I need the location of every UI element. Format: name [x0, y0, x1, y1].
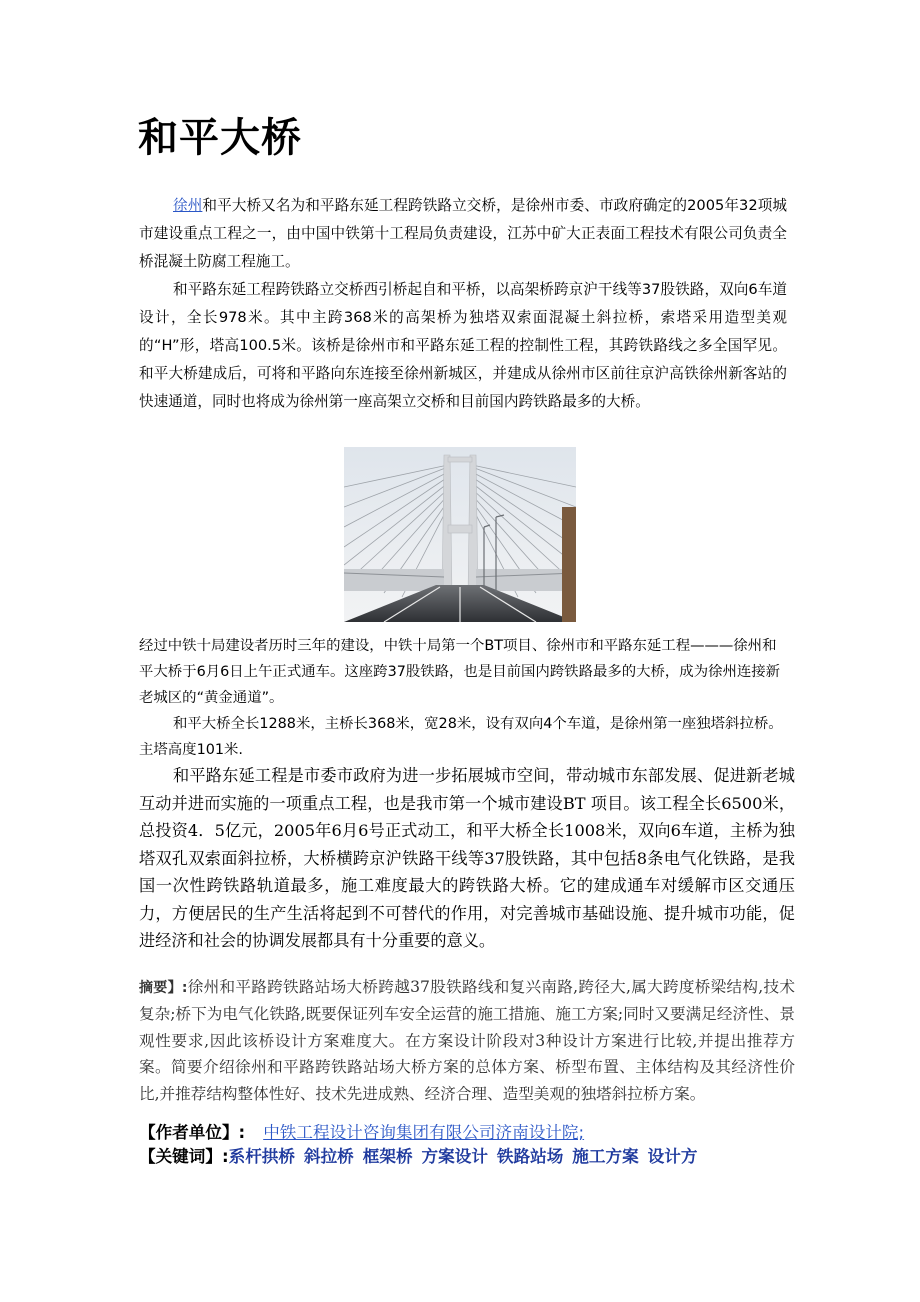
page-title: 和平大桥 — [138, 115, 302, 161]
author-unit-row — [139, 1120, 584, 1146]
bridge-photo — [344, 447, 576, 622]
xuzhou-link[interactable]: 徐州 — [173, 197, 203, 214]
keyword-link[interactable]: 铁路站场 — [496, 1147, 564, 1166]
keyword-link[interactable]: 框架桥 — [362, 1147, 413, 1166]
abstract-paragraph — [139, 974, 795, 1107]
photo-railing-right — [476, 569, 576, 591]
opening-paragraph: 经过中铁十局建设者历时三年的建设，中铁十局第一个BT项目、徐州市和平路东延工程———徐州和平大桥于6月6日上午正式通车。这座跨37股铁路，也是目前国内跨铁路最多的大桥，成为徐州连接新老城区的“黄金通道”。 — [139, 638, 781, 706]
abstract-label: 摘要】: — [139, 980, 188, 996]
keyword-link[interactable]: 施工方案 — [572, 1147, 639, 1166]
keyword-link[interactable]: 系杆拱桥 — [228, 1147, 295, 1166]
intro-paragraph-1-text: 和平大桥又名为和平路东延工程跨铁路立交桥，是徐州市委、市政府确定的2005年32项城市建设重点工程之一，由中国中铁第十工程局负责建设，江苏中矿大正表面工程技术有限公司负责全桥混凝土防腐工程施工。 — [139, 197, 787, 270]
abstract-text: 徐州和平路跨铁路站场大桥跨越37股铁路线和复兴南路,跨径大,属大跨度桥梁结构,技术复杂;桥下为电气化铁路,既要保证列车安全运营的施工措施、施工方案;同时又要满足经济性、景观性要求,因此该桥设计方案难度大。在方案设计阶段对3种设计方案进行比较,并提出推荐方案。简要介绍徐州和平路跨铁路站场大桥方案的总体方案、桥型布置、主体结构及其经济性价比,并推荐结构整体性好、技术先进成熟、经济合理、造型美观的独塔斜拉桥方案。 — [139, 978, 795, 1103]
keyword-link[interactable]: 设计方 — [647, 1147, 698, 1166]
keywords-label: 【关键词】: — [139, 1147, 229, 1166]
author-unit-link[interactable]: 中铁工程设计咨询集团有限公司济南设计院; — [263, 1123, 585, 1142]
intro-paragraph-2: 和平路东延工程跨铁路立交桥西引桥起自和平桥，以高架桥跨京沪干线等37股铁路，双向6车道设计，全长978米。其中主跨368米的高架桥为独塔双索面混凝土斜拉桥，索塔采用造型美观的“H”形，塔高100.5米。该桥是徐州市和平路东延工程的控制性工程，其跨铁路线之多全国罕见。和平大桥建成后，可将和平路向东连接至徐州新城区，并建成从徐州市区前往京沪高铁徐州新客站的快速通道，同时也将成为徐州第一座高架立交桥和目前国内跨铁路最多的大桥。 — [139, 281, 787, 410]
author-unit-label: 【作者单位】: — [139, 1123, 246, 1142]
intro-paragraph-1 — [139, 192, 787, 276]
photo-building — [562, 507, 576, 622]
keywords-row — [139, 1144, 706, 1170]
specs-paragraph: 和平大桥全长1288米，主桥长368米，宽28米，设有双向4个车道，是徐州第一座独塔斜拉桥。主塔高度101米. — [139, 716, 783, 758]
project-paragraph: 和平路东延工程是市委市政府为进一步拓展城市空间，带动城市东部发展、促进新老城互动并进而实施的一项重点工程，也是我市第一个城市建设BT 项目。该工程全长6500米，总投资4．5亿元，2005年6月6号正式动工，和平大桥全长1008米，双向6车道，主桥为独塔双孔双索面斜拉桥，大桥横跨京沪铁路干线等37股铁路，其中包括8条电气化铁路，是我国一次性跨铁路轨道最多，施工难度最大的跨铁路大桥。它的建成通车对缓解市区交通压力，方便居民的生产生活将起到不可替代的作用，对完善城市基础设施、提升城市功能，促进经济和社会的协调发展都具有十分重要的意义。 — [139, 766, 795, 950]
keyword-link[interactable]: 方案设计 — [421, 1147, 488, 1166]
photo-railing-left — [344, 569, 444, 591]
keyword-link[interactable]: 斜拉桥 — [303, 1147, 354, 1166]
